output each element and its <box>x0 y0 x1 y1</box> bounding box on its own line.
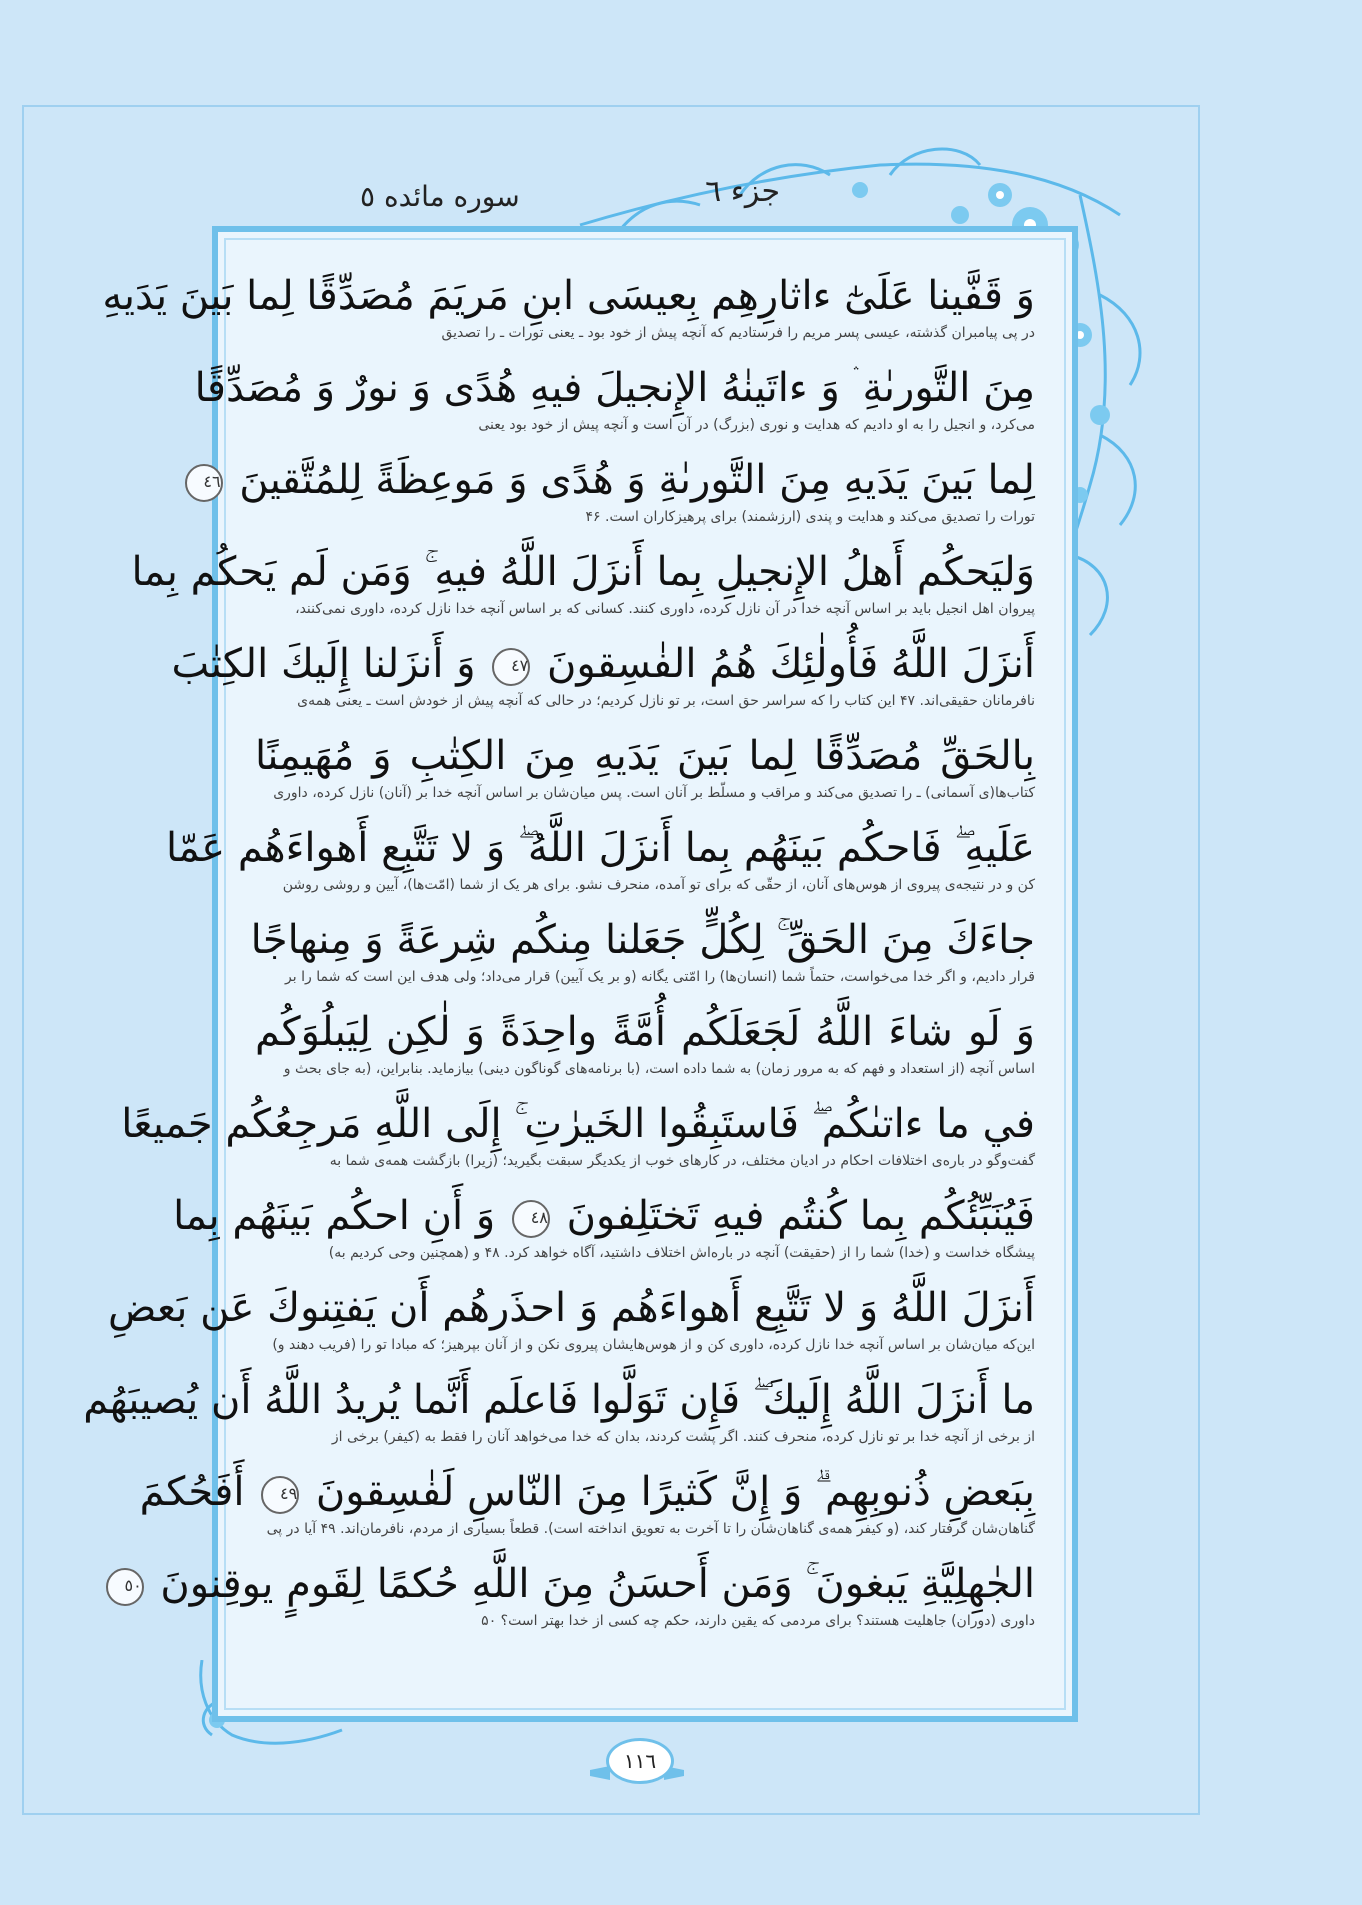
verse-line: مِنَ التَّورىٰةِ ۛ وَ ءاتَينٰهُ الإِنجيلَ فيهِ هُدًى وَ نورٌ وَ مُصَدِّقًا <box>194 365 1035 411</box>
ayah-number: ٤٩ <box>261 1476 299 1514</box>
verse-line: جاءَكَ مِنَ الحَقِّ ۚ لِكُلٍّ جَعَلنا مِنكُم شِرعَةً وَ مِنهاجًا <box>250 917 1035 963</box>
translation-line: تورات را تصدیق می‌کند و هدایت و پندی (ارزشمند) برای پرهیزکاران است. ۴۶ <box>585 509 1035 525</box>
translation-line: کن و در نتیجه‌ی پیروی از هوس‌های آنان، از حقّی که برای تو آمده، منحرف نشو. برای هر یک از شما (امّت‌ها)، آیین و روشی روشن <box>282 877 1035 893</box>
surah-label: سوره مائده ٥ <box>360 180 520 213</box>
translation-line: گناهان‌شان گرفتار کند، (و کیفر همه‌ی گناهان‌شان را تا آخرت به تعویق انداخته است). قطعاً بسیاری از مردم، نافرمان‌اند. ۴۹ آیا در پی <box>266 1521 1035 1537</box>
verse-line: بِبَعضِ ذُنوبِهِم ۗ وَ إِنَّ كَثيرًا مِنَ النّاسِ لَفٰسِقونَ ٤٩ أَفَحُكمَ <box>139 1469 1035 1515</box>
translation-line: این‌که میان‌شان بر اساس آنچه خدا نازل کرده، داوری کن و از هوس‌هایشان پیروی نکن و از آنان بپرهیز؛ که مبادا تو را (فریب دهند و) <box>272 1337 1035 1353</box>
verse-line: أَنزَلَ اللَّهُ وَ لا تَتَّبِع أَهواءَهُم وَ احذَرهُم أَن يَفتِنوكَ عَن بَعضِ <box>108 1285 1035 1331</box>
translation-line: در پی پیامبران گذشته، عیسی پسر مریم را فرستادیم که آنچه پیش از خود بود ـ یعنی تورات ـ را تصدیق <box>441 325 1035 341</box>
verse-line: ما أَنزَلَ اللَّهُ إِلَيكَ ۖ فَإِن تَوَلَّوا فَاعلَم أَنَّما يُريدُ اللَّهُ أَن يُصيبَهُم <box>83 1377 1035 1423</box>
verse-line: الجٰهِلِيَّةِ يَبغونَ ۚ وَمَن أَحسَنُ مِنَ اللَّهِ حُكمًا لِقَومٍ يوقِنونَ ٥٠ <box>255 1556 1035 1612</box>
verse-line: أَنزَلَ اللَّهُ فَأُولٰئِكَ هُمُ الفٰسِقونَ ٤٧ وَ أَنزَلنا إِلَيكَ الكِتٰبَ <box>171 641 1035 687</box>
translation-line: نافرمانان حقیقی‌اند. ۴۷ این کتاب را که سراسر حق است، بر تو نازل کردیم؛ در حالی که آنچه پیش از خودش است ـ یعنی همه‌ی <box>297 693 1035 709</box>
ayah-number: ٤٦ <box>185 464 223 502</box>
verse-line: بِالحَقِّ مُصَدِّقًا لِما بَينَ يَدَيهِ مِنَ الكِتٰبِ وَ مُهَيمِنًا <box>255 733 1035 779</box>
verse-line: في ما ءاتىٰكُم ۖ فَاستَبِقُوا الخَيرٰتِ ۚ إِلَى اللَّهِ مَرجِعُكُم جَميعًا <box>121 1101 1035 1147</box>
translation-line: پیروان اهل انجیل باید بر اساس آنچه خدا در آن نازل کرده، داوری کنند. کسانی که بر اساس آنچه خدا نازل کرده، داوری نمی‌کنند، <box>295 601 1035 617</box>
verse-line: عَلَيهِ ۖ فَاحكُم بَينَهُم بِما أَنزَلَ اللَّهُ ۖ وَ لا تَتَّبِع أَهواءَهُم عَمّا <box>165 825 1035 871</box>
translation-line: از برخی از آنچه خدا بر تو نازل کرده، منحرف کنند. اگر پشت کردند، بدان که خدا می‌خواهد آنان را فقط به (کیفر) برخی از <box>331 1429 1035 1445</box>
juz-label: جزء ٦ <box>705 174 780 209</box>
verse-line: وَ لَو شاءَ اللَّهُ لَجَعَلَكُم أُمَّةً واحِدَةً وَ لٰكِن لِيَبلُوَكُم <box>255 1009 1035 1055</box>
page-header <box>360 168 780 218</box>
verse-line: لِما بَينَ يَدَيهِ مِنَ التَّورىٰةِ وَ هُدًى وَ مَوعِظَةً لِلمُتَّقينَ ٤٦ <box>255 452 1035 508</box>
ayah-number: ٥٠ <box>106 1568 144 1606</box>
translation-line: گفت‌وگو در باره‌ی اختلافات احکام در ادیان مختلف، در کارهای خوب از یکدیگر سبقت بگیرید؛ (زیرا) بازگشت همه‌ی شما به <box>329 1153 1035 1169</box>
translation-line: اساس آنچه (از استعداد و فهم که به مرور زمان) به شما داده است، (با برنامه‌های گوناگون دینی) بیازماید. بنابراین، (به جای بحث و <box>283 1061 1035 1077</box>
translation-line: می‌کرد، و انجیل را به او دادیم که هدایت و نوری (بزرگ) در آن است و آنچه پیش از خود بود یعنی <box>478 417 1035 433</box>
translation-line: داوری (دوران) جاهلیت هستند؟ برای مردمی که یقین دارند، حکم چه کسی از خدا بهتر است؟ ۵۰ <box>481 1613 1035 1629</box>
verse-line: وَليَحكُم أَهلُ الإِنجيلِ بِما أَنزَلَ اللَّهُ فيهِ ۚ وَمَن لَم يَحكُم بِما <box>131 549 1035 595</box>
verse-line: فَيُنَبِّئُكُم بِما كُنتُم فيهِ تَختَلِفونَ ٤٨ وَ أَنِ احكُم بَينَهُم بِما <box>173 1193 1035 1239</box>
verse-line: وَ قَفَّينا عَلَىٰٓ ءاثارِهِم بِعيسَى ابنِ مَريَمَ مُصَدِّقًا لِما بَينَ يَدَيهِ <box>102 273 1035 319</box>
ayah-number: ٤٧ <box>492 648 530 686</box>
translation-line: پیشگاه خداست و (خدا) شما را از (حقیقت) آنچه در باره‌اش اختلاف داشتید، آگاه خواهد کرد. ۴۸ و (همچنین وحی کردیم به) <box>328 1245 1035 1261</box>
ayah-number: ٤٨ <box>512 1200 550 1238</box>
translation-line: قرار دادیم، و اگر خدا می‌خواست، حتماً شما (انسان‌ها) را امّتی یگانه (و بر یک آیین) قرار می‌داد؛ ولی هدف این است که شما را بر <box>285 969 1035 985</box>
verse-lines <box>83 268 1035 1648</box>
translation-line: کتاب‌ها(ی آسمانی) ـ را تصدیق می‌کند و مراقب و مسلّط بر آنان است. پس میان‌شان بر اساس آنچه خدا بر (آنان) نازل کرده، داوری <box>273 785 1035 801</box>
page-number: ١١٦ <box>606 1738 674 1784</box>
